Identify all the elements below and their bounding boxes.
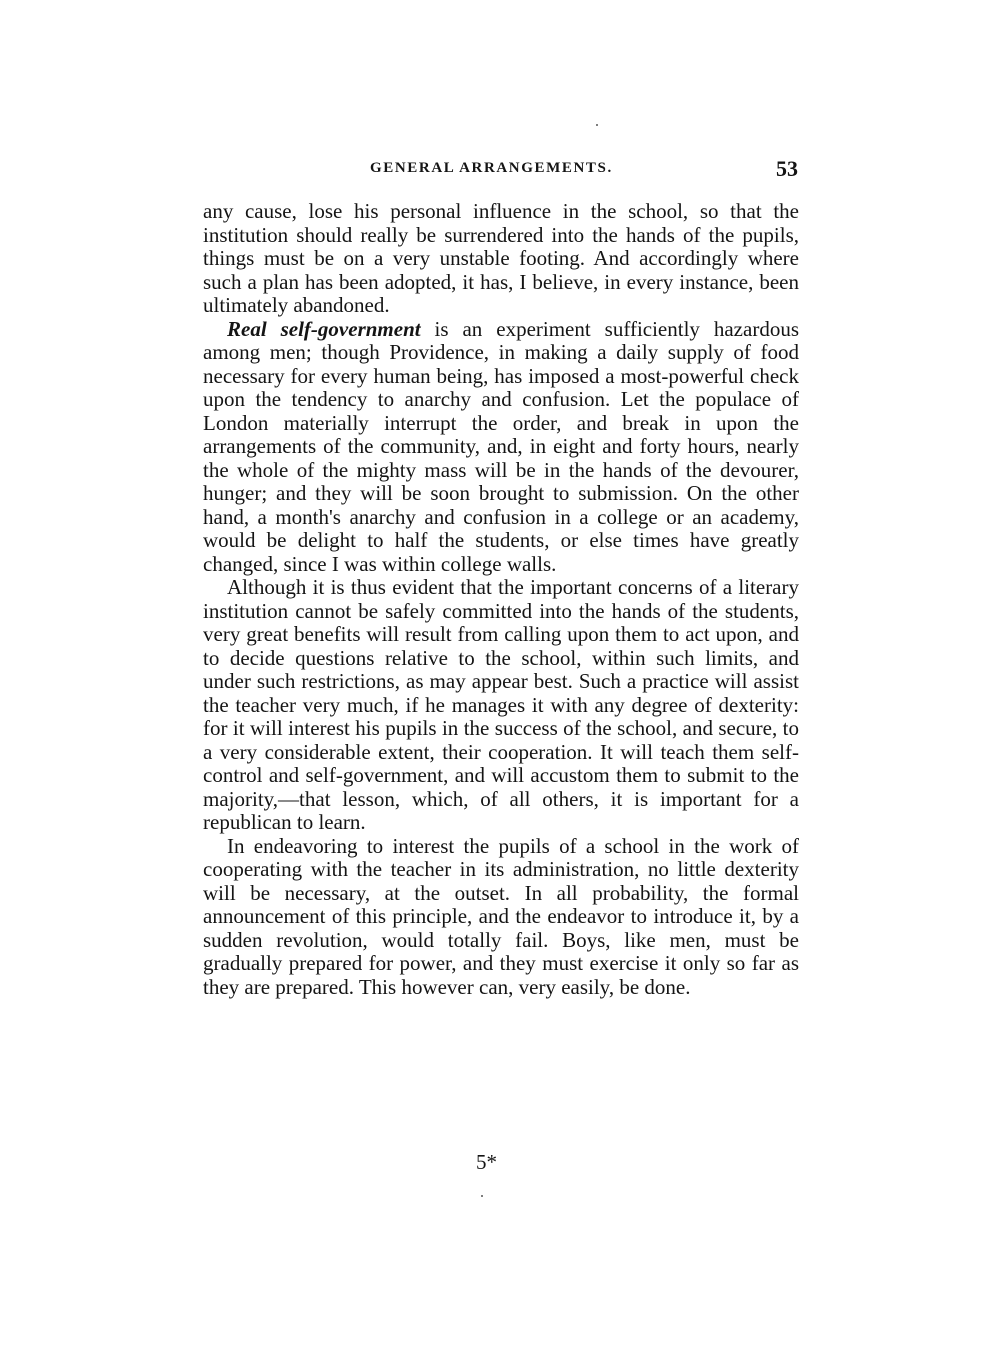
scan-speck <box>481 1195 483 1197</box>
paragraph-1: any cause, lose his personal influence in the school, so that the institution should really be surrendered into the hands of the pupils, things must be on a very unstable footing. And accordingly where such a plan has been adopted, it has, I believe, in every instance, been ultimately abandoned. <box>203 199 799 317</box>
paragraph-2-text: is an experiment sufficiently hazardous among men; though Providence, in making a daily supply of food necessary for every human being, has imposed a most-powerful check upon the tendency to anarchy and confusion. Let the populace of London materially interrupt the order, and break in upon the arrangements of the community, and, in eight and forty hours, nearly the whole of the mighty mass will be in the hands of the devourer, hunger; and they will be soon brought to submission. On the other hand, a month's anarchy and confusion in a college or an academy, would be delight to half the students, or else times have greatly changed, since I was within college walls. <box>203 316 799 576</box>
paragraph-3: Although it is thus evident that the important concerns of a literary institution cannot be safely committed into the hands of the students, very great benefits will result from calling upon them to act upon, and to decide questions relative to the school, within such limits, and under such restrictions, as may appear best. Such a practice will assist the teacher very much, if he manages it with any degree of dexterity: for it will interest his pupils in the success of the school, and secure, to a very considerable extent, their cooperation. It will teach them self-control and self-government, and will accustom them to submit to the majority,—that lesson, which, of all others, it is important for a republican to learn. <box>203 575 799 834</box>
running-head: GENERAL ARRANGEMENTS. <box>370 160 613 176</box>
scan-speck <box>596 124 598 126</box>
paragraph-4: In endeavoring to interest the pupils of a school in the work of cooperating with the teacher in its administration, no little dexterity will be necessary, at the outset. In all probability, the formal announcement of this principle, and the endeavor to introduce it, by a sudden revolution, would totally fail. Boys, like men, must be gradually prepared for power, and they must exercise it only so far as they are prepared. This however can, very easily, be done. <box>203 833 799 999</box>
signature-mark: 5* <box>476 1150 497 1174</box>
page-header <box>370 156 802 186</box>
page-number: 53 <box>776 156 798 181</box>
body-text <box>203 200 799 999</box>
paragraph-2 <box>203 318 799 577</box>
italic-lead-phrase: Real self-government <box>227 316 421 341</box>
